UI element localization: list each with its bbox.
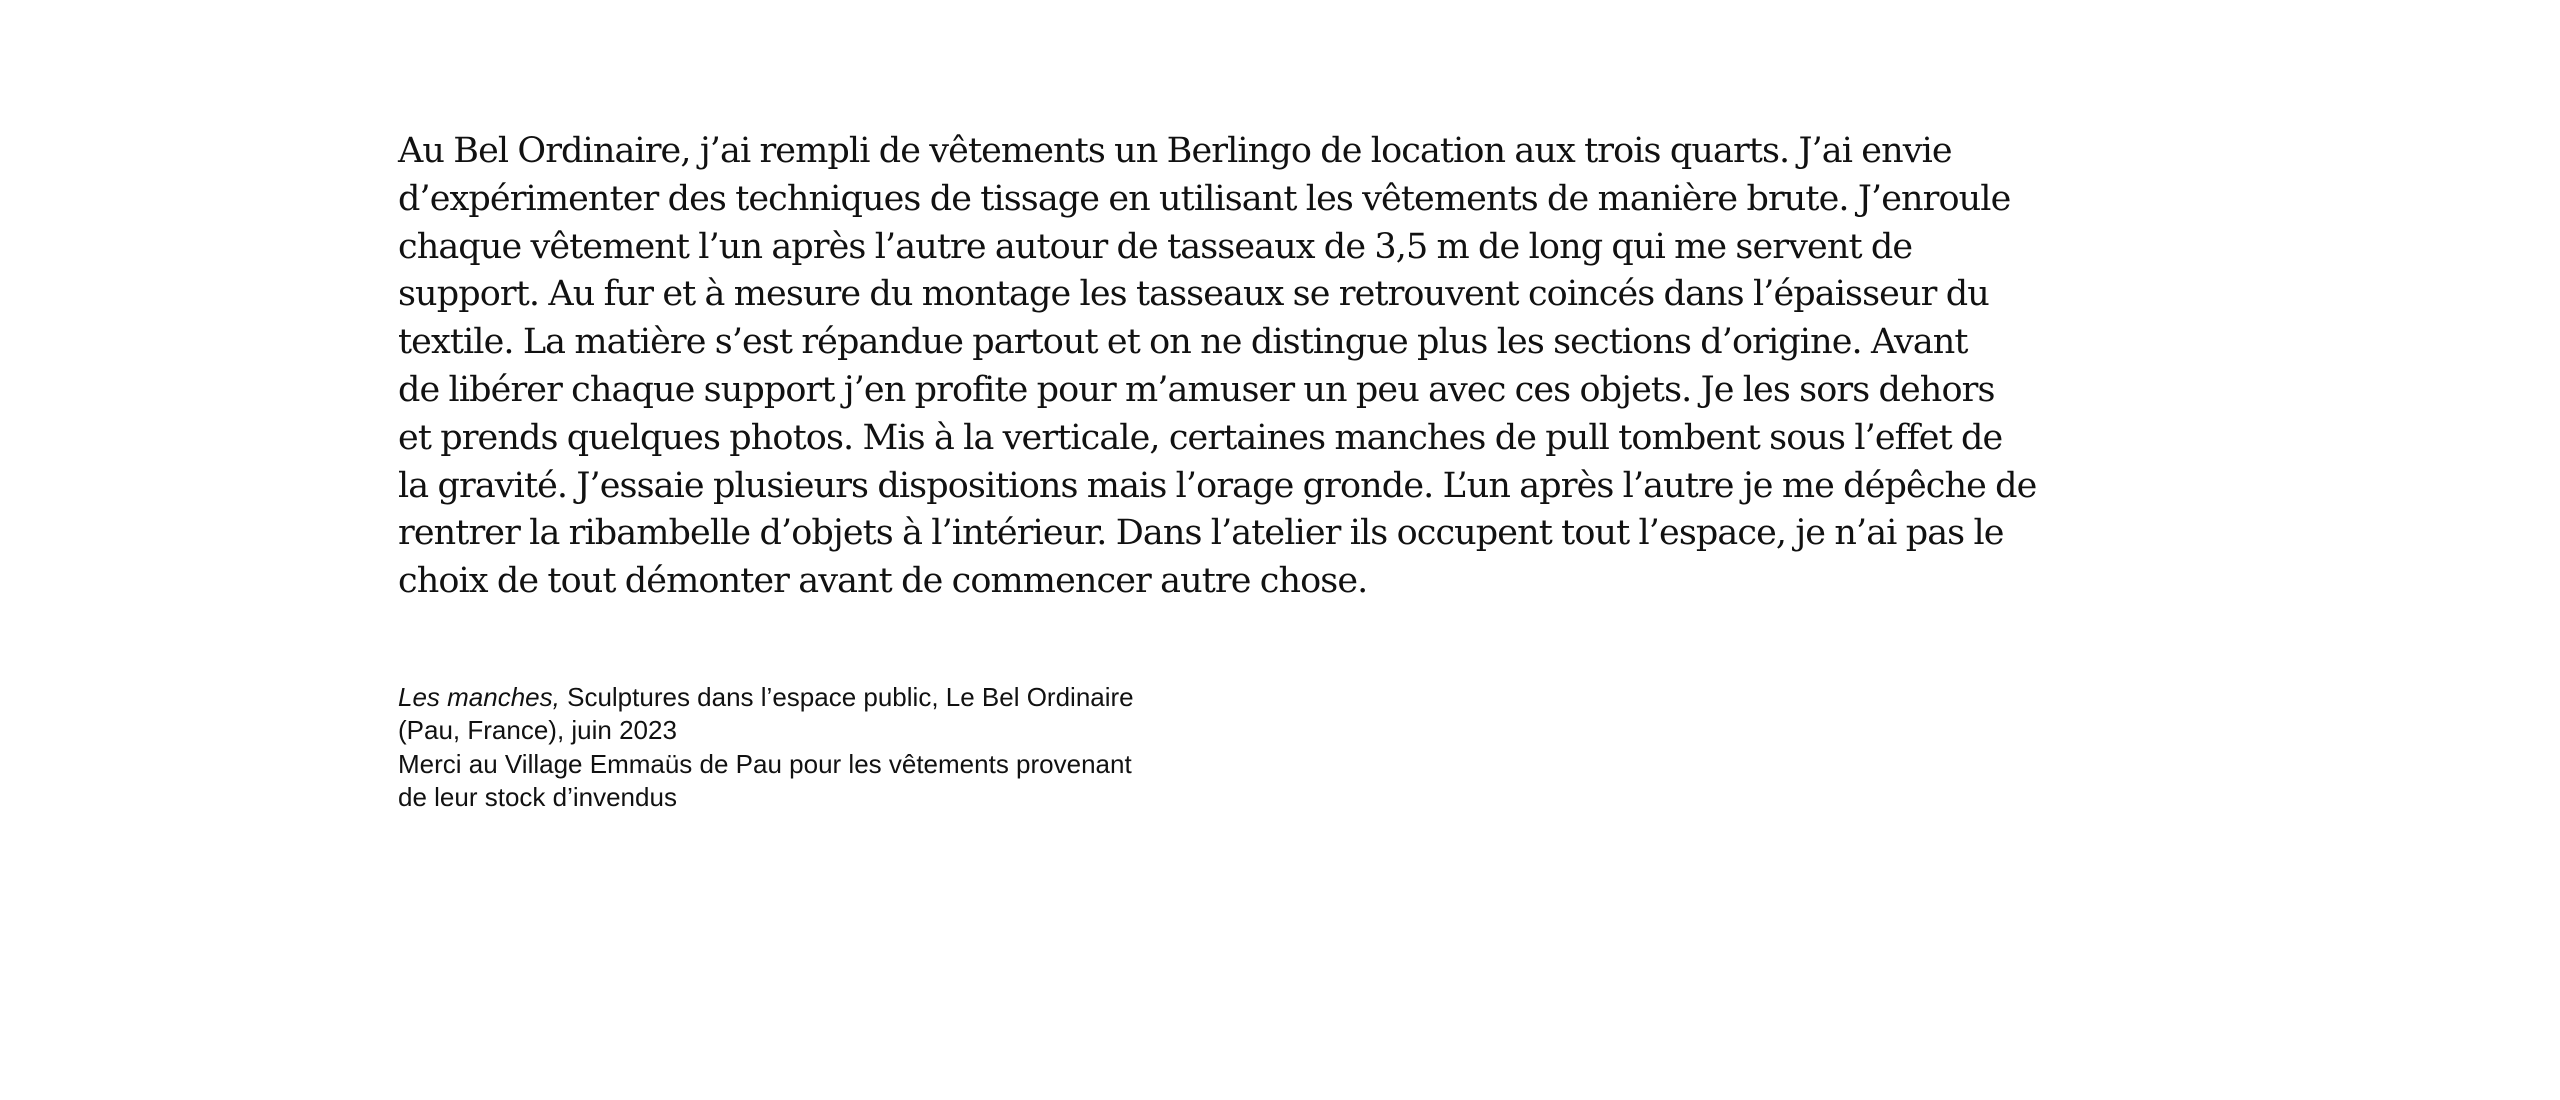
body-paragraph [398, 128, 2037, 606]
body-line: et prends quelques photos. Mis à la verticale, certaines manches de pull tombent sous l’effet de [398, 417, 2003, 458]
body-line: de libérer chaque support j’en profite pour m’amuser un peu avec ces objets. Je les sors dehors [398, 369, 1995, 410]
caption-details: Sculptures dans l’espace public, Le Bel Ordinaire [559, 682, 1134, 712]
caption-line [398, 681, 1298, 714]
work-title: Les manches, [398, 682, 560, 712]
body-line: textile. La matière s’est répandue partout et on ne distingue plus les sections d’origine. Avant [398, 322, 1968, 363]
body-line: Au Bel Ordinaire, j’ai rempli de vêtements un Berlingo de location aux trois quarts. J’ai envie [398, 131, 1952, 171]
body-line: d’expérimenter des techniques de tissage en utilisant les vêtements de manière brute. J’enroule [398, 178, 2011, 219]
caption-location-date: (Pau, France), juin 2023 [398, 715, 677, 746]
body-line: chaque vêtement l’un après l’autre autour de tasseaux de 3,5 m de long qui me servent de [398, 226, 1913, 267]
body-line: la gravité. J’essaie plusieurs dispositions mais l’orage gronde. L’un après l’autre je me dépêche de [398, 465, 2037, 506]
caption-credits: Merci au Village Emmaüs de Pau pour les vêtements provenant [398, 748, 1132, 779]
work-caption [398, 681, 1298, 815]
caption-credits-continued: de leur stock d’invendus [398, 782, 677, 813]
body-line: rentrer la ribambelle d’objets à l’intérieur. Dans l’atelier ils occupent tout l’espace, je n’ai pas le [398, 513, 2004, 554]
body-line: support. Au fur et à mesure du montage les tasseaux se retrouvent coincés dans l’épaisseur du [398, 274, 1989, 315]
body-line: choix de tout démonter avant de commencer autre chose. [398, 561, 1368, 602]
